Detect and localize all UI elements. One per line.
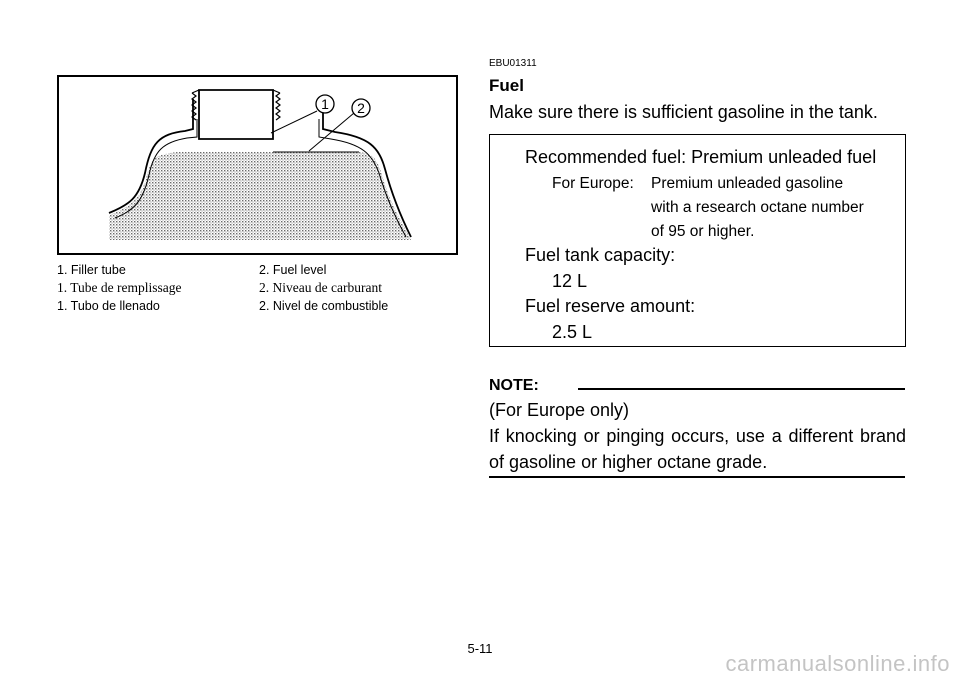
note-bottom-rule xyxy=(489,476,905,478)
watermark: carmanualsonline.info xyxy=(725,651,950,676)
caption-fuel-level-en: 2. Fuel level xyxy=(259,263,327,277)
page-number: 5-11 xyxy=(467,641,493,656)
callout-2-label: 2 xyxy=(357,100,365,116)
note-line-2: If knocking or pinging occurs, use a different brand of gasoline or higher octane grade. xyxy=(489,426,906,472)
section-intro: Make sure there is sufficient gasoline in the tank. xyxy=(489,102,878,122)
fuel-tank-diagram xyxy=(59,77,457,254)
reserve-value: 2.5 L xyxy=(552,322,593,342)
section-title: Fuel xyxy=(489,76,524,95)
caption-row-french xyxy=(57,280,457,298)
reserve-label: Fuel reserve amount: xyxy=(525,296,696,316)
note-body xyxy=(489,397,906,475)
caption-fuel-level-fr: 2. Niveau de carburant xyxy=(259,280,382,295)
caption-row-english xyxy=(57,262,457,280)
fuel-level-fill xyxy=(109,152,411,240)
recommended-fuel: Recommended fuel: Premium unleaded fuel xyxy=(525,147,877,167)
caption-fuel-level-es: 2. Nivel de combustible xyxy=(259,299,389,313)
callout-1-label: 1 xyxy=(321,96,329,112)
section-code: EBU01311 xyxy=(489,58,537,69)
caption-filler-tube-en: 1. Filler tube xyxy=(57,263,126,277)
note-label: NOTE: xyxy=(489,377,539,394)
europe-line-1: Premium unleaded gasoline xyxy=(651,175,844,192)
caption-filler-tube-es: 1. Tubo de llenado xyxy=(57,299,160,313)
europe-line-2: with a research octane number xyxy=(651,199,864,216)
figure-captions xyxy=(57,262,457,316)
callout-2-leader xyxy=(309,113,354,151)
caption-filler-tube-fr: 1. Tube de remplissage xyxy=(57,280,182,295)
caption-row-spanish xyxy=(57,298,457,316)
callout-1-leader xyxy=(271,111,317,133)
note-line-1: (For Europe only) xyxy=(489,400,630,420)
filler-tube xyxy=(199,90,273,139)
europe-line-3: of 95 or higher. xyxy=(651,223,755,240)
fuel-tank-illustration xyxy=(57,75,458,255)
europe-label: For Europe: xyxy=(552,175,634,192)
capacity-value: 12 L xyxy=(552,271,588,291)
fuel-spec-box xyxy=(489,134,906,347)
note-top-rule xyxy=(578,388,905,390)
capacity-label: Fuel tank capacity: xyxy=(525,245,676,265)
